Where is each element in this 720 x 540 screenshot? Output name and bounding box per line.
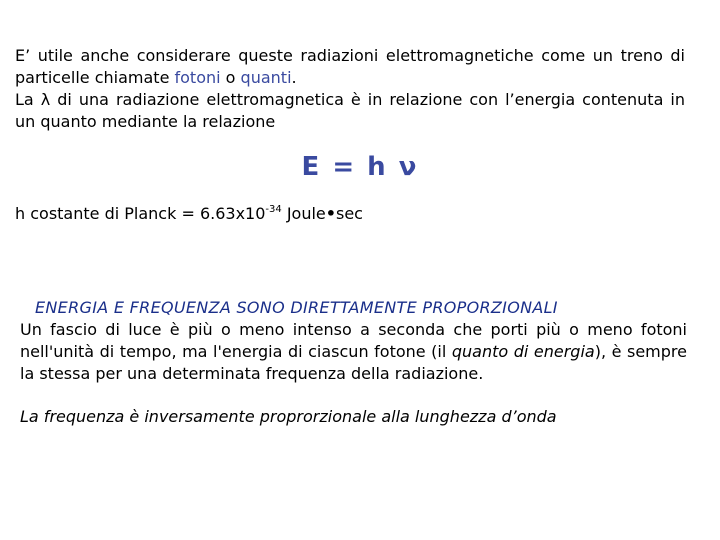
intro-paragraph xyxy=(15,45,685,133)
quanto-di-energia-term: quanto di energia xyxy=(451,342,595,361)
planck-exponent: -34 xyxy=(265,204,282,215)
unit-dot: • xyxy=(325,204,336,223)
fotoni-term: fotoni xyxy=(174,68,221,87)
intensity-text-end: ), è sempre la stessa per una determinata frequenza della radiazione. xyxy=(20,342,687,383)
frequency-statement: La frequenza è inversamente proprorzionale alla lunghezza d’onda xyxy=(20,407,557,426)
intro-text: E’ utile anche considerare queste radiazioni elettromagnetiche come un treno di particelle chiamate xyxy=(15,46,685,87)
intro-end: . xyxy=(291,68,297,87)
quanti-term: quanti xyxy=(240,68,292,87)
lambda-relation-text: La λ di una radiazione elettromagnetica è in relazione con l’energia contenuta in un quanto mediante la relazione xyxy=(15,90,685,131)
intensity-text-start: Un fascio di luce è più o meno intenso a seconda che porti più o meno fotoni nell'unità di tempo, ma l'energia di ciascun fotone (il xyxy=(20,320,687,361)
planck-text: h costante di Planck = 6.63x10 xyxy=(15,204,266,223)
intensity-paragraph xyxy=(20,319,687,385)
planck-formula: E = h ν xyxy=(301,152,419,182)
planck-unit-joule: Joule xyxy=(281,204,326,223)
planck-unit-sec: sec xyxy=(336,204,363,223)
section-heading: ENERGIA E FREQUENZA SONO DIRETTAMENTE PROPORZIONALI xyxy=(35,298,558,317)
planck-constant-line xyxy=(15,203,705,225)
intro-connector: o xyxy=(220,68,241,87)
